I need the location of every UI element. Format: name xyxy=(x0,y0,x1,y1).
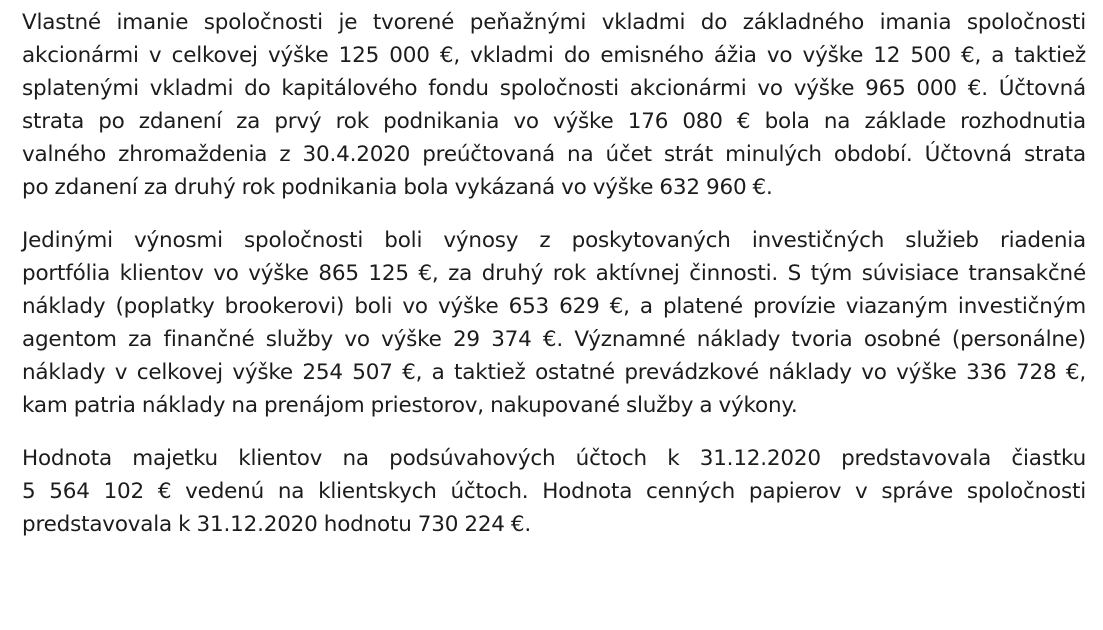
text-line: náklady (poplatky brookerovi) boli vo výške 653 629 €, a platené provízie viazaným investičným xyxy=(22,294,1086,319)
text-line: portfólia klientov vo výške 865 125 €, za druhý rok aktívnej činnosti. S tým súvisiace transakčné xyxy=(22,261,1086,286)
text-line: predstavovala k 31.12.2020 hodnotu 730 224 €. xyxy=(22,512,532,537)
text-line: splatenými vkladmi do kapitálového fondu spoločnosti akcionármi vo výške 965 000 €. Účtovná xyxy=(22,76,1086,101)
text-line: kam patria náklady na prenájom priestorov, nakupované služby a výkony. xyxy=(22,393,798,418)
text-line: Vlastné imanie spoločnosti je tvorené peňažnými vkladmi do základného imania spoločnosti xyxy=(22,10,1086,35)
paragraph-revenues-costs xyxy=(22,224,1086,422)
text-line: Hodnota majetku klientov na podsúvahových účtoch k 31.12.2020 predstavovala čiastku xyxy=(22,446,1086,471)
paragraph-equity xyxy=(22,6,1086,204)
text-line: náklady v celkovej výške 254 507 €, a taktiež ostatné prevádzkové náklady vo výške 336 728 €, xyxy=(22,360,1086,385)
paragraph-client-assets xyxy=(22,442,1086,541)
text-line: Jedinými výnosmi spoločnosti boli výnosy z poskytovaných investičných služieb riadenia xyxy=(22,228,1086,253)
text-line: po zdanení za druhý rok podnikania bola vykázaná vo výške 632 960 €. xyxy=(22,175,773,200)
text-line: agentom za finančné služby vo výške 29 374 €. Významné náklady tvoria osobné (personálne) xyxy=(22,327,1086,352)
text-line: akcionármi v celkovej výške 125 000 €, vkladmi do emisného ážia vo výške 12 500 €, a taktiež xyxy=(22,43,1086,68)
text-line: valného zhromaždenia z 30.4.2020 preúčtovaná na účet strát minulých období. Účtovná strata xyxy=(22,142,1086,167)
text-line: 5 564 102 € vedenú na klientskych účtoch. Hodnota cenných papierov v správe spoločnosti xyxy=(22,479,1086,504)
document-page xyxy=(22,6,1086,541)
text-line: strata po zdanení za prvý rok podnikania vo výške 176 080 € bola na základe rozhodnutia xyxy=(22,109,1086,134)
